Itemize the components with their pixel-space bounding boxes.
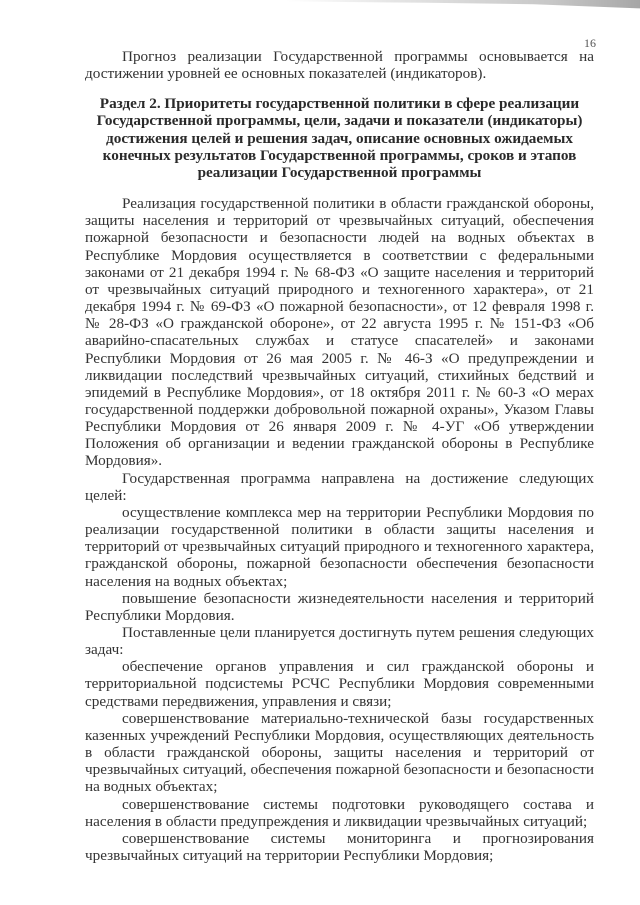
paragraph-task-4: совершенствование системы мониторинга и прогнозирования чрезвычайных ситуаций на территории Республики Мордовия; bbox=[85, 829, 594, 865]
paragraph-legal-basis: Реализация государственной политики в области гражданской обороны, защиты населения и территорий от чрезвычайных ситуаций, обеспечения пожарной безопасности и безопасности людей на водных объектах в Республике Мордовия осуществляется в соответствии с федеральными законами от 21 декабря 1994 г. № 68-ФЗ «О защите населения и территорий от чрезвычайных ситуаций природного и техногенного характера», от 21 декабря 1994 г. № 69-ФЗ «О пожарной безопасности», от 12 февраля 1998 г. № 28-ФЗ «О гражданской обороне», от 22 августа 1995 г. № 151-ФЗ «Об аварийно-спасательных службах и статусе спасателей» и законами Республики Мордовия от 26 мая 2005 г. № 46-З «О предупреждении и ликвидации последствий чрезвычайных ситуаций, стихийных бедствий и эпидемий в Республике Мордовия», от 18 октября 2011 г. № 60-З «О мерах государственной поддержки добровольной пожарной охраны», Указом Главы Республики Мордовия от 26 января 2009 г. № 4-УГ «Об утверждении Положения об организации и ведении гражданской обороны в Республике Мордовия». bbox=[85, 195, 594, 470]
paragraph-task-2: совершенствование материально-технической базы государственных казенных учреждений Республики Мордовия, осуществляющих деятельность в области гражданской обороны, защиты населения и территорий от чрезвычайных ситуаций, обеспечения пожарной безопасности и безопасности на водных объектах; bbox=[85, 709, 594, 796]
paragraph-tasks-intro: Поставленные цели планируется достигнуть путем решения следующих задач: bbox=[85, 624, 594, 659]
paragraph-task-3: совершенствование системы подготовки руководящего состава и населения в области предупреждения и ликвидации чрезвычайных ситуаций; bbox=[85, 795, 594, 830]
document-body bbox=[85, 48, 594, 864]
section-heading: Раздел 2. Приоритеты государственной политики в сфере реализации Государственной программы, цели, задачи и показатели (индикаторы) достижения целей и решения задач, описание основных ожидаемых конечных результатов Государственной программы, сроков и этапов реализации Государственной программы bbox=[96, 95, 583, 181]
intro-paragraph: Прогноз реализации Государственной программы основывается на достижении уровней ее основных показателей (индикаторов). bbox=[85, 48, 594, 83]
scan-edge-shadow bbox=[285, 0, 640, 14]
page-number: 16 bbox=[584, 36, 596, 50]
paragraph-goal-2: повышение безопасности жизнедеятельности населения и территорий Республики Мордовия. bbox=[85, 589, 594, 624]
paragraph-goal-1: осуществление комплекса мер на территории Республики Мордовия по реализации государственной политики в области защиты населения и территорий от чрезвычайных ситуаций природного и техногенного характера, гражданской обороны, пожарной безопасности обеспечения безопасности населения на водных объектах; bbox=[85, 503, 594, 590]
paragraph-task-1: обеспечение органов управления и сил гражданской обороны и территориальной подсистемы РСЧС Республики Мордовия современными средствами передвижения, управления и связи; bbox=[85, 658, 594, 710]
paragraph-goals-intro: Государственная программа направлена на достижение следующих целей: bbox=[85, 469, 594, 504]
